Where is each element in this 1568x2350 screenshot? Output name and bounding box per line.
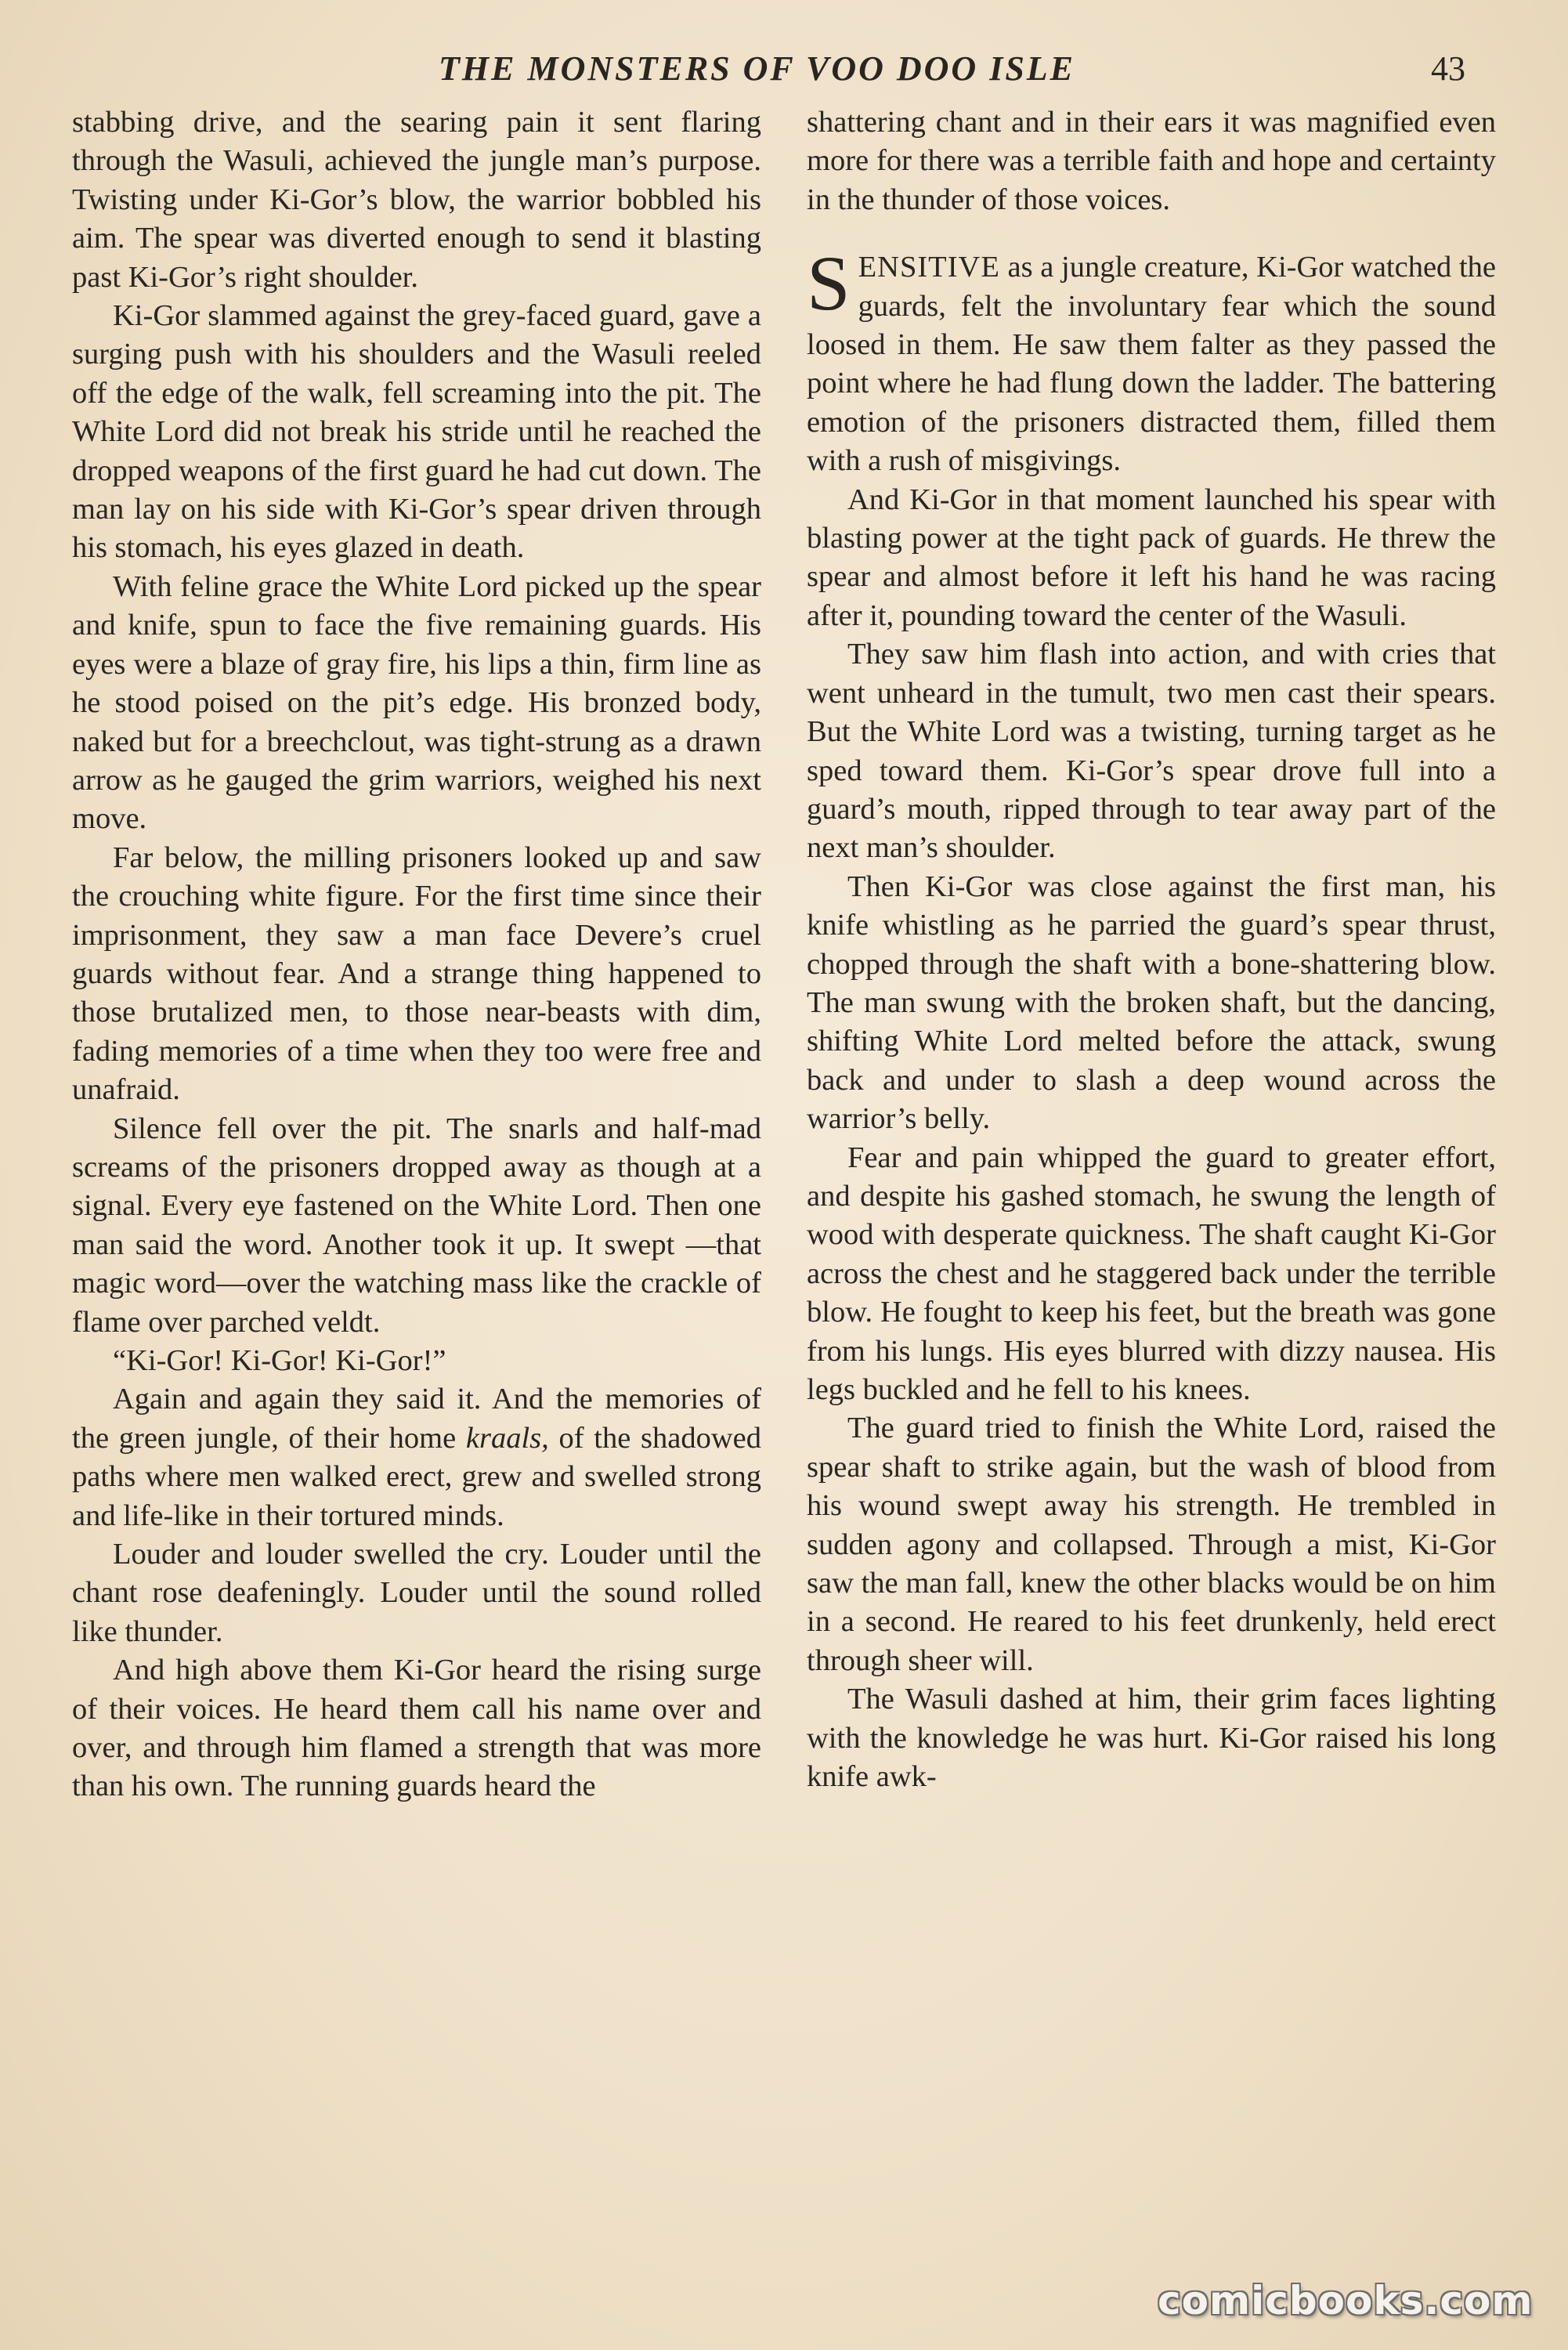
paragraph: The Wasuli dashed at him, their grim faces lighting with the knowledge he was hurt. Ki-Gor raised his long knife awk-	[807, 1683, 1496, 1794]
page-number: 43	[1431, 49, 1465, 88]
paragraph: Fear and pain whipped the guard to greater effort, and despite his gashed stomach, he swung the length of wood with desperate quickness. The shaft caught Ki-Gor across the chest and he staggered back under the terrible blow. He fought to keep his feet, but the breath was gone from his lungs. His eyes blurred with dizzy nausea. His legs buckled and he fell to his knees.	[807, 1141, 1496, 1406]
drop-cap: S	[807, 240, 851, 327]
running-title: THE MONSTERS OF VOO DOO ISLE	[439, 49, 1076, 88]
section-opening-paragraph	[807, 240, 1496, 480]
page-header	[0, 49, 1568, 96]
paragraph: And high above them Ki-Gor heard the rising surge of their voices. He heard them call his name over and over, and through him flamed a strength that was more than his own. The running guards heard the	[72, 1654, 761, 1803]
text-run: of the shadowed paths where men walked erect, grew and swelled strong and life-like in their tortured minds.	[72, 1421, 762, 1532]
right-column	[807, 103, 1496, 1796]
paragraph: And Ki-Gor in that moment launched his spear with blasting power at the tight pack of guards. He threw the spear and almost before it left his hand he was racing after it, pounding toward the center of the Wasuli.	[807, 483, 1496, 632]
paragraph: stabbing drive, and the searing pain it sent flaring through the Wasuli, achieved the jungle man’s purpose. Twisting under Ki-Gor’s blow, the warrior bobbled his aim. The spear was diverted enough to send it blasting past Ki-Gor’s right shoulder.	[72, 106, 761, 294]
lead-in-word: ENSITIVE	[858, 251, 1000, 284]
text-run: Again and again they said it. And the memories of the green jungle, of their home	[72, 1383, 761, 1455]
paragraph: They saw him flash into action, and with cries that went unheard in the tumult, two men cast their spears. But the White Lord was a twisting, turning target as he sped toward them. Ki-Gor’s spear drove full into a guard’s mouth, ripped through to tear away part of the next man’s shoulder.	[807, 638, 1496, 865]
paragraph: The guard tried to finish the White Lord, raised the spear shaft to strike again, but the wash of blood from his wound swept away his strength. He trembled in sudden agony and collapsed. Through a mist, Ki-Gor saw the man fall, knew the other blacks would be on him in a second. He reared to his feet drunkenly, held erect through sheer will.	[807, 1412, 1496, 1677]
site-watermark: comicbooks.com	[1158, 2278, 1534, 2323]
paragraph: With feline grace the White Lord picked up the spear and knife, spun to face the five remaining guards. His eyes were a blaze of gray fire, his lips a thin, firm line as he stood poised on the pit’s edge. His bronzed body, naked but for a breechclout, was tight-strung as a drawn arrow as he gauged the grim warriors, weighed his next move.	[72, 569, 761, 836]
italic-word: kraals,	[465, 1421, 549, 1455]
paragraph: Then Ki-Gor was close against the first man, his knife whistling as he parried the guard’s spear thrust, chopped through the shaft with a bone-shattering blow. The man swung with the broken shaft, but the dancing, shifting White Lord melted before the attack, swung back and under to slash a deep wound across the warrior’s belly.	[807, 870, 1496, 1136]
paragraph: Louder and louder swelled the cry. Louder until the chant rose deafeningly. Louder until the sound rolled like thunder.	[72, 1538, 761, 1648]
paragraph: shattering chant and in their ears it was magnified even more for there was a terrible faith and hope and certainty in the thunder of those voices.	[807, 106, 1496, 216]
text-run: as a jungle creature, Ki-Gor watched the guards, felt the involuntary fear which the sound loosed in them. He saw them falter as they passed the point where he had flung down the ladder. The battering emotion of the prisoners distracted them, filled them with a rush of misgivings.	[807, 251, 1496, 478]
paragraph: Far below, the milling prisoners looked up and saw the crouching white figure. For the first time since their imprisonment, they saw a man face Devere’s cruel guards without fear. And a strange thing happened to those brutalized men, to those near-beasts with dim, fading memories of a time when they too were free and unafraid.	[72, 841, 761, 1107]
paragraph: Silence fell over the pit. The snarls and half-mad screams of the prisoners dropped away as though at a signal. Every eye fastened on the White Lord. Then one man said the word. Another took it up. It swept —that magic word—over the watching mass like the crackle of flame over parched veldt.	[72, 1112, 761, 1339]
paragraph	[72, 1380, 761, 1535]
left-column	[72, 103, 761, 1806]
dialogue-line: “Ki-Gor! Ki-Gor! Ki-Gor!”	[113, 1344, 446, 1377]
paragraph: Ki-Gor slammed against the grey-faced guard, gave a surging push with his shoulders and the Wasuli reeled off the edge of the walk, fell screaming into the pit. The White Lord did not break his stride until he reached the dropped weapons of the first guard he had cut down. The man lay on his side with Ki-Gor’s spear driven through his stomach, his eyes glazed in death.	[72, 299, 761, 565]
